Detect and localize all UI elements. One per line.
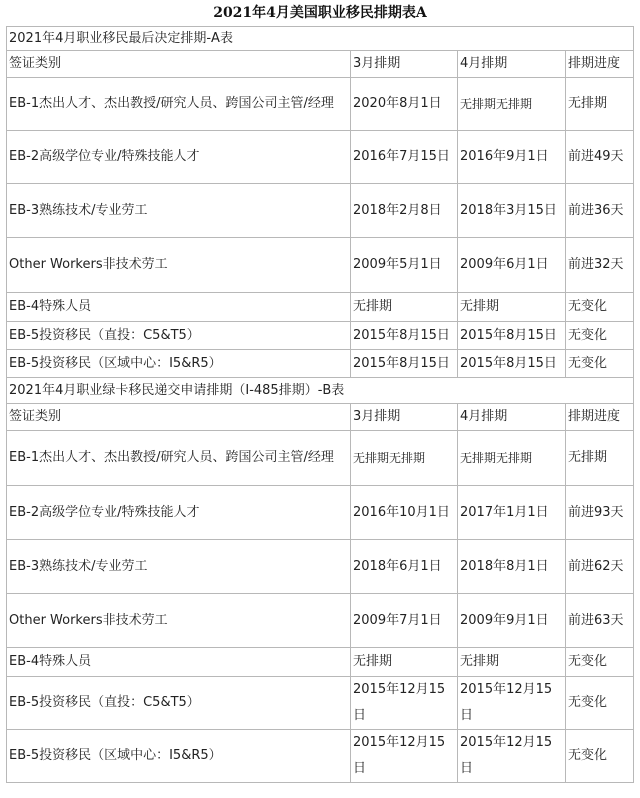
table-row [7,184,634,238]
visa-category: EB-4特殊人员 [7,293,351,322]
march-date: 2018年6月1日 [351,540,458,594]
header-visa-category: 签证类别 [7,404,351,431]
table-row [7,648,634,677]
section-title: 2021年4月职业绿卡移民递交申请排期（I-485排期）-B表 [7,378,634,404]
visa-bulletin-table [6,26,634,783]
progress: 前进63天 [566,594,634,648]
progress: 前进49天 [566,131,634,184]
table-row [7,486,634,540]
march-date: 2015年8月15日 [351,350,458,378]
march-date: 2016年10月1日 [351,486,458,540]
april-date: 2016年9月1日 [458,131,566,184]
page-title: 2021年4月美国职业移民排期表A [213,5,427,21]
april-date: 无排期 [458,648,566,677]
header-progress: 排期进度 [566,51,634,78]
column-header-row [7,51,634,78]
table-row [7,293,634,322]
column-header-row [7,404,634,431]
progress: 无变化 [566,293,634,322]
table-row [7,431,634,486]
april-date: 2009年6月1日 [458,238,566,293]
progress: 前进32天 [566,238,634,293]
section-title: 2021年4月职业移民最后决定排期-A表 [7,27,634,51]
visa-category: EB-5投资移民（直投：C5&T5） [7,322,351,350]
march-date: 2018年2月8日 [351,184,458,238]
table-row [7,322,634,350]
table-row [7,540,634,594]
header-march: 3月排期 [351,51,458,78]
march-date: 无排期 [351,293,458,322]
visa-category: EB-5投资移民（直投：C5&T5） [7,677,351,730]
april-date: 2015年8月15日 [458,322,566,350]
progress: 无排期 [566,78,634,131]
visa-category: EB-2高级学位专业/特殊技能人才 [7,486,351,540]
april-date: 2015年12月15日 [458,730,566,783]
march-date: 2015年8月15日 [351,322,458,350]
header-visa-category: 签证类别 [7,51,351,78]
april-date: 无排期无排期 [458,78,566,131]
visa-category: EB-5投资移民（区域中心：I5&R5） [7,730,351,783]
progress: 无变化 [566,730,634,783]
section-header-row [7,27,634,51]
progress: 无变化 [566,648,634,677]
progress: 无变化 [566,677,634,730]
progress: 无变化 [566,322,634,350]
march-date: 2015年12月15日 [351,677,458,730]
visa-category: EB-5投资移民（区域中心：I5&R5） [7,350,351,378]
table-row [7,78,634,131]
table-row [7,131,634,184]
march-date: 2009年7月1日 [351,594,458,648]
april-date: 2015年8月15日 [458,350,566,378]
progress: 前进93天 [566,486,634,540]
march-date: 2015年12月15日 [351,730,458,783]
table-row [7,238,634,293]
visa-category: EB-1杰出人才、杰出教授/研究人员、跨国公司主管/经理 [7,431,351,486]
april-date: 无排期 [458,293,566,322]
march-date: 无排期 [351,648,458,677]
april-date: 2009年9月1日 [458,594,566,648]
visa-category: EB-2高级学位专业/特殊技能人才 [7,131,351,184]
table-row [7,350,634,378]
visa-category: EB-4特殊人员 [7,648,351,677]
march-date: 2016年7月15日 [351,131,458,184]
table-row [7,677,634,730]
visa-category: Other Workers非技术劳工 [7,238,351,293]
header-progress: 排期进度 [566,404,634,431]
march-date: 2009年5月1日 [351,238,458,293]
progress: 无排期 [566,431,634,486]
visa-category: EB-1杰出人才、杰出教授/研究人员、跨国公司主管/经理 [7,78,351,131]
header-april: 4月排期 [458,404,566,431]
april-date: 2017年1月1日 [458,486,566,540]
header-april: 4月排期 [458,51,566,78]
progress: 无变化 [566,350,634,378]
april-date: 2018年8月1日 [458,540,566,594]
progress: 前进36天 [566,184,634,238]
march-date: 无排期无排期 [351,431,458,486]
visa-category: EB-3熟练技术/专业劳工 [7,540,351,594]
section-header-row [7,378,634,404]
progress: 前进62天 [566,540,634,594]
visa-category: EB-3熟练技术/专业劳工 [7,184,351,238]
table-row [7,730,634,783]
header-march: 3月排期 [351,404,458,431]
march-date: 2020年8月1日 [351,78,458,131]
table-row [7,594,634,648]
visa-category: Other Workers非技术劳工 [7,594,351,648]
april-date: 2018年3月15日 [458,184,566,238]
april-date: 2015年12月15日 [458,677,566,730]
april-date: 无排期无排期 [458,431,566,486]
